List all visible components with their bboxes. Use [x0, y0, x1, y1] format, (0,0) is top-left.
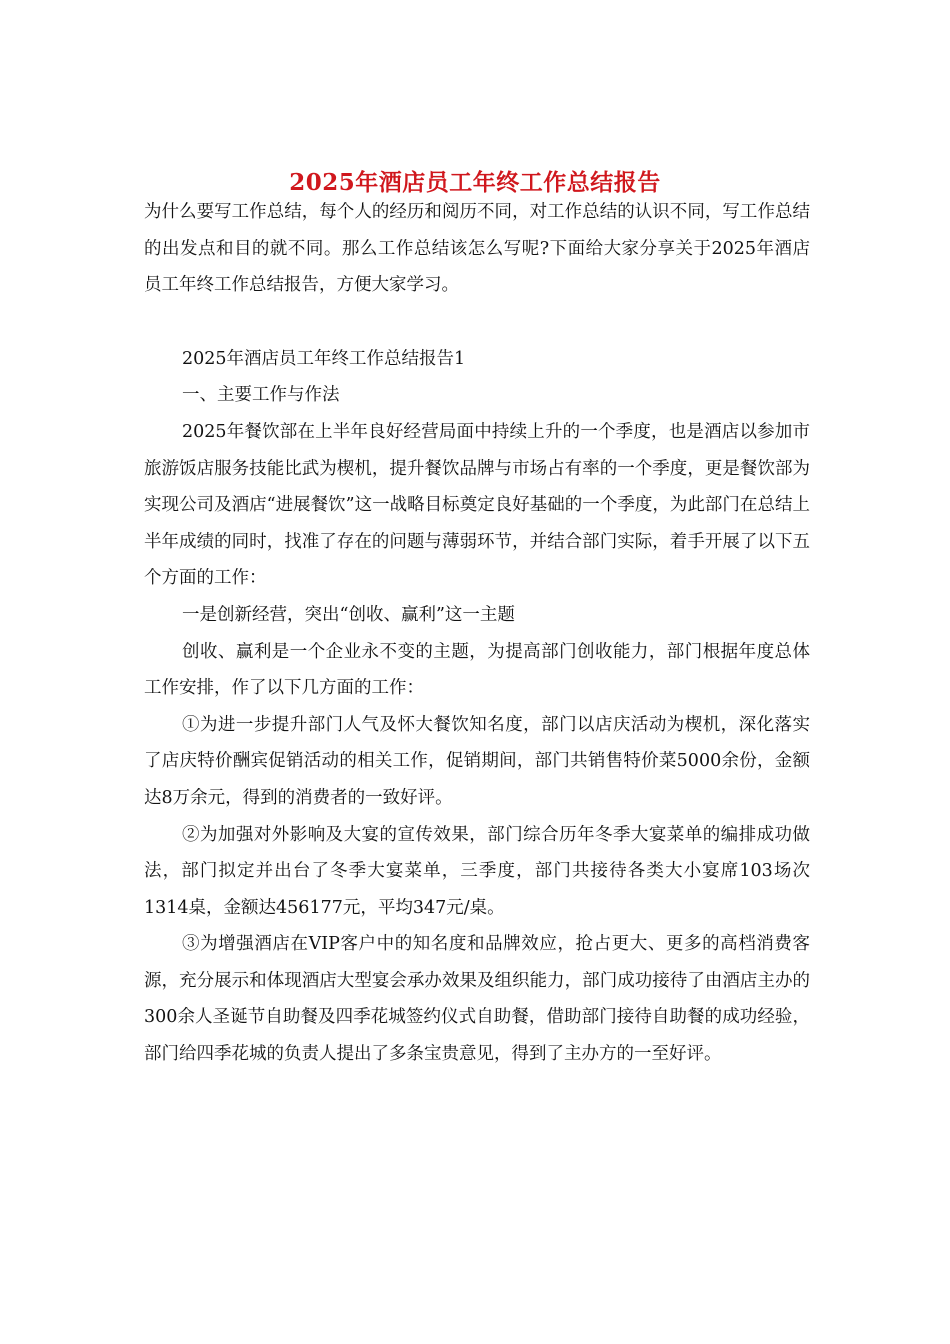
document-title: 2025年酒店员工年终工作总结报告: [289, 169, 661, 197]
list-item-1: ①为进一步提升部门人气及怀大餐饮知名度，部门以店庆活动为楔机，深化落实了店庆特价酬宾促销活动的相关工作，促销期间，部门共销售特价菜5000余份，金额达8万余元，得到的消费者的一致好评。: [144, 714, 810, 808]
list-item-3: ③为增强酒店在VIP客户中的知名度和品牌效应，抢占更大、更多的高档消费客源，充分展示和体现酒店大型宴会承办效果及组织能力，部门成功接待了由酒店主办的300余人圣诞节自助餐及四季花城签约仪式自助餐，借助部门接待自助餐的成功经验，部门给四季花城的负责人提出了多条宝贵意见，得到了主办方的一至好评。: [144, 934, 810, 1065]
paragraph-revenue: 创收、赢利是一个企业永不变的主题，为提高部门创收能力，部门根据年度总体工作安排，作了以下几方面的工作：: [144, 641, 810, 699]
list-item-2: ②为加强对外影响及大宴的宣传效果，部门综合历年冬季大宴菜单的编排成功做法，部门拟定并出台了冬季大宴菜单，三季度，部门共接待各类大小宴席103场次1314桌，金额达456177元，平均347元/桌。: [144, 824, 810, 918]
document-body: [144, 194, 810, 1073]
paragraph-overview: 2025年餐饮部在上半年良好经营局面中持续上升的一个季度，也是酒店以参加市旅游饭店服务技能比武为楔机，提升餐饮品牌与市场占有率的一个季度，更是餐饮部为实现公司及酒店“进展餐饮”这一战略目标奠定良好基础的一个季度，为此部门在总结上半年成绩的同时，找准了存在的问题与薄弱环节，并结合部门实际，着手开展了以下五个方面的工作：: [144, 421, 810, 589]
section-title: 2025年酒店员工年终工作总结报告1: [182, 348, 466, 369]
subheading-innovation: 一是创新经营，突出“创收、赢利”这一主题: [182, 604, 515, 625]
intro-paragraph: 为什么要写工作总结，每个人的经历和阅历不同，对工作总结的认识不同，写工作总结的出发点和目的就不同。那么工作总结该怎么写呢?下面给大家分享关于2025年酒店员工年终工作总结报告，方便大家学习。: [144, 202, 810, 296]
heading-main-work: 一、主要工作与作法: [182, 385, 340, 406]
